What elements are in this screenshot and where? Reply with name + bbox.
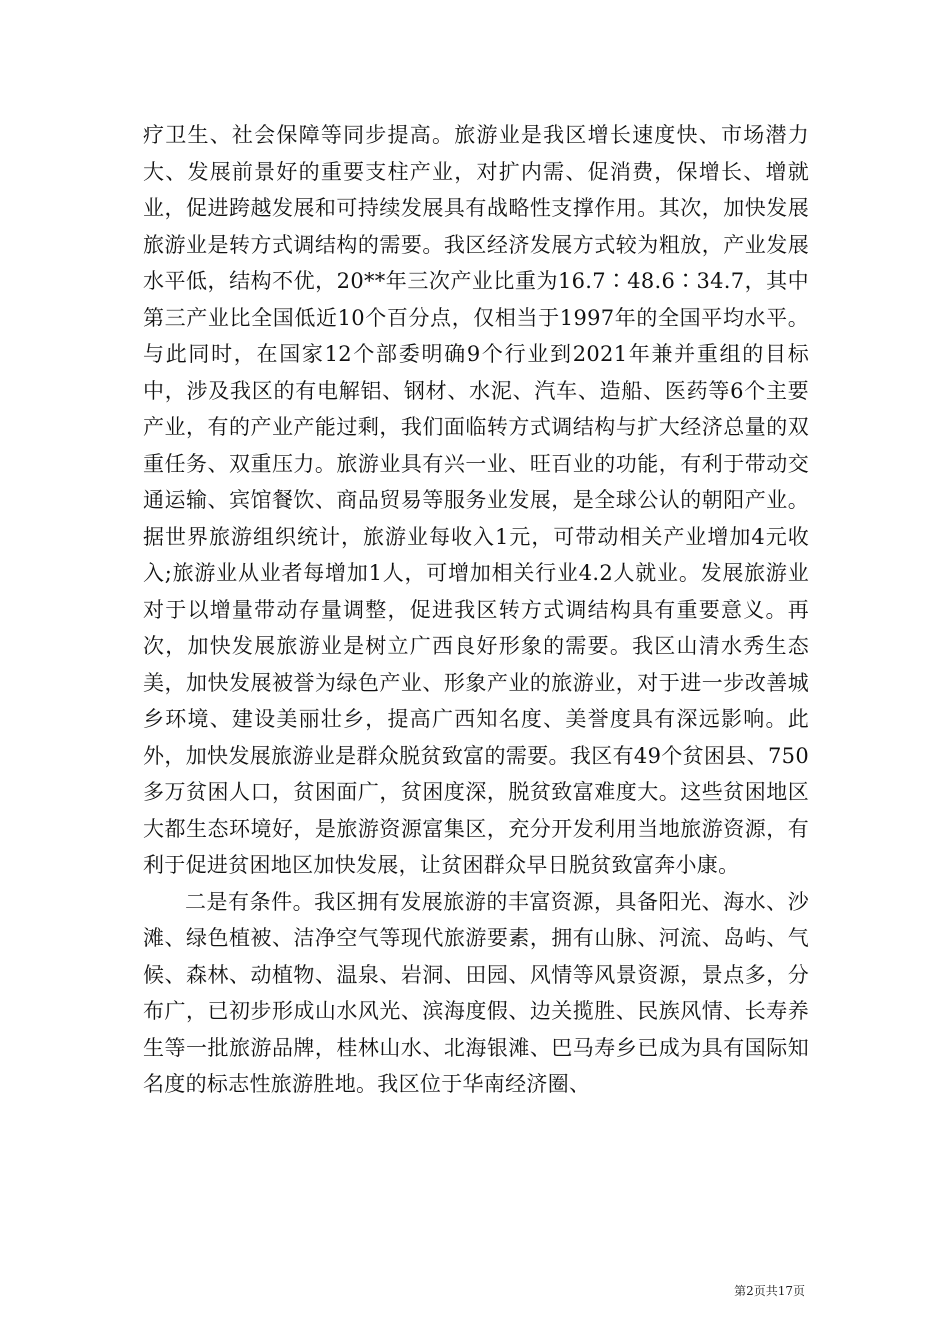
body-text: [143, 117, 809, 1103]
page-number: [734, 1282, 805, 1299]
page-number-label: 第2页共17页: [734, 1284, 805, 1298]
paragraph-1: 疗卫生、社会保障等同步提高。旅游业是我区增长速度快、市场潜力大、发展前景好的重要支柱产业，对扩内需、促消费，保增长、增就业，促进跨越发展和可持续发展具有战略性支撑作用。其次，加快发展旅游业是转方式调结构的需要。我区经济发展方式较为粗放，产业发展水平低，结构不优，20**年三次产业比重为16.7∶48.6∶34.7，其中第三产业比全国低近10个百分点，仅相当于1997年的全国平均水平。与此同时，在国家12个部委明确9个行业到2021年兼并重组的目标中，涉及我区的有电解铝、钢材、水泥、汽车、造船、医药等6个主要产业，有的产业产能过剩，我们面临转方式调结构与扩大经济总量的双重任务、双重压力。旅游业具有兴一业、旺百业的功能，有利于带动交通运输、宾馆餐饮、商品贸易等服务业发展，是全球公认的朝阳产业。据世界旅游组织统计，旅游业每收入1元，可带动相关产业增加4元收入;旅游业从业者每增加1人，可增加相关行业4.2人就业。发展旅游业对于以增量带动存量调整，促进我区转方式调结构具有重要意义。再次，加快发展旅游业是树立广西良好形象的需要。我区山清水秀生态美，加快发展被誉为绿色产业、形象产业的旅游业，对于进一步改善城乡环境、建设美丽壮乡，提高广西知名度、美誉度具有深远影响。此外，加快发展旅游业是群众脱贫致富的需要。我区有49个贫困县、750多万贫困人口，贫困面广，贫困度深，脱贫致富难度大。这些贫困地区大都生态环境好，是旅游资源富集区，充分开发利用当地旅游资源，有利于促进贫困地区加快发展，让贫困群众早日脱贫致富奔小康。: [143, 123, 809, 877]
paragraph-2: 二是有条件。我区拥有发展旅游的丰富资源，具备阳光、海水、沙滩、绿色植被、洁净空气等现代旅游要素，拥有山脉、河流、岛屿、气候、森林、动植物、温泉、岩洞、田园、风情等风景资源，景点多，分布广，已初步形成山水风光、滨海度假、边关揽胜、民族风情、长寿养生等一批旅游品牌，桂林山水、北海银滩、巴马寿乡已成为具有国际知名度的标志性旅游胜地。我区位于华南经济圈、: [143, 889, 809, 1096]
